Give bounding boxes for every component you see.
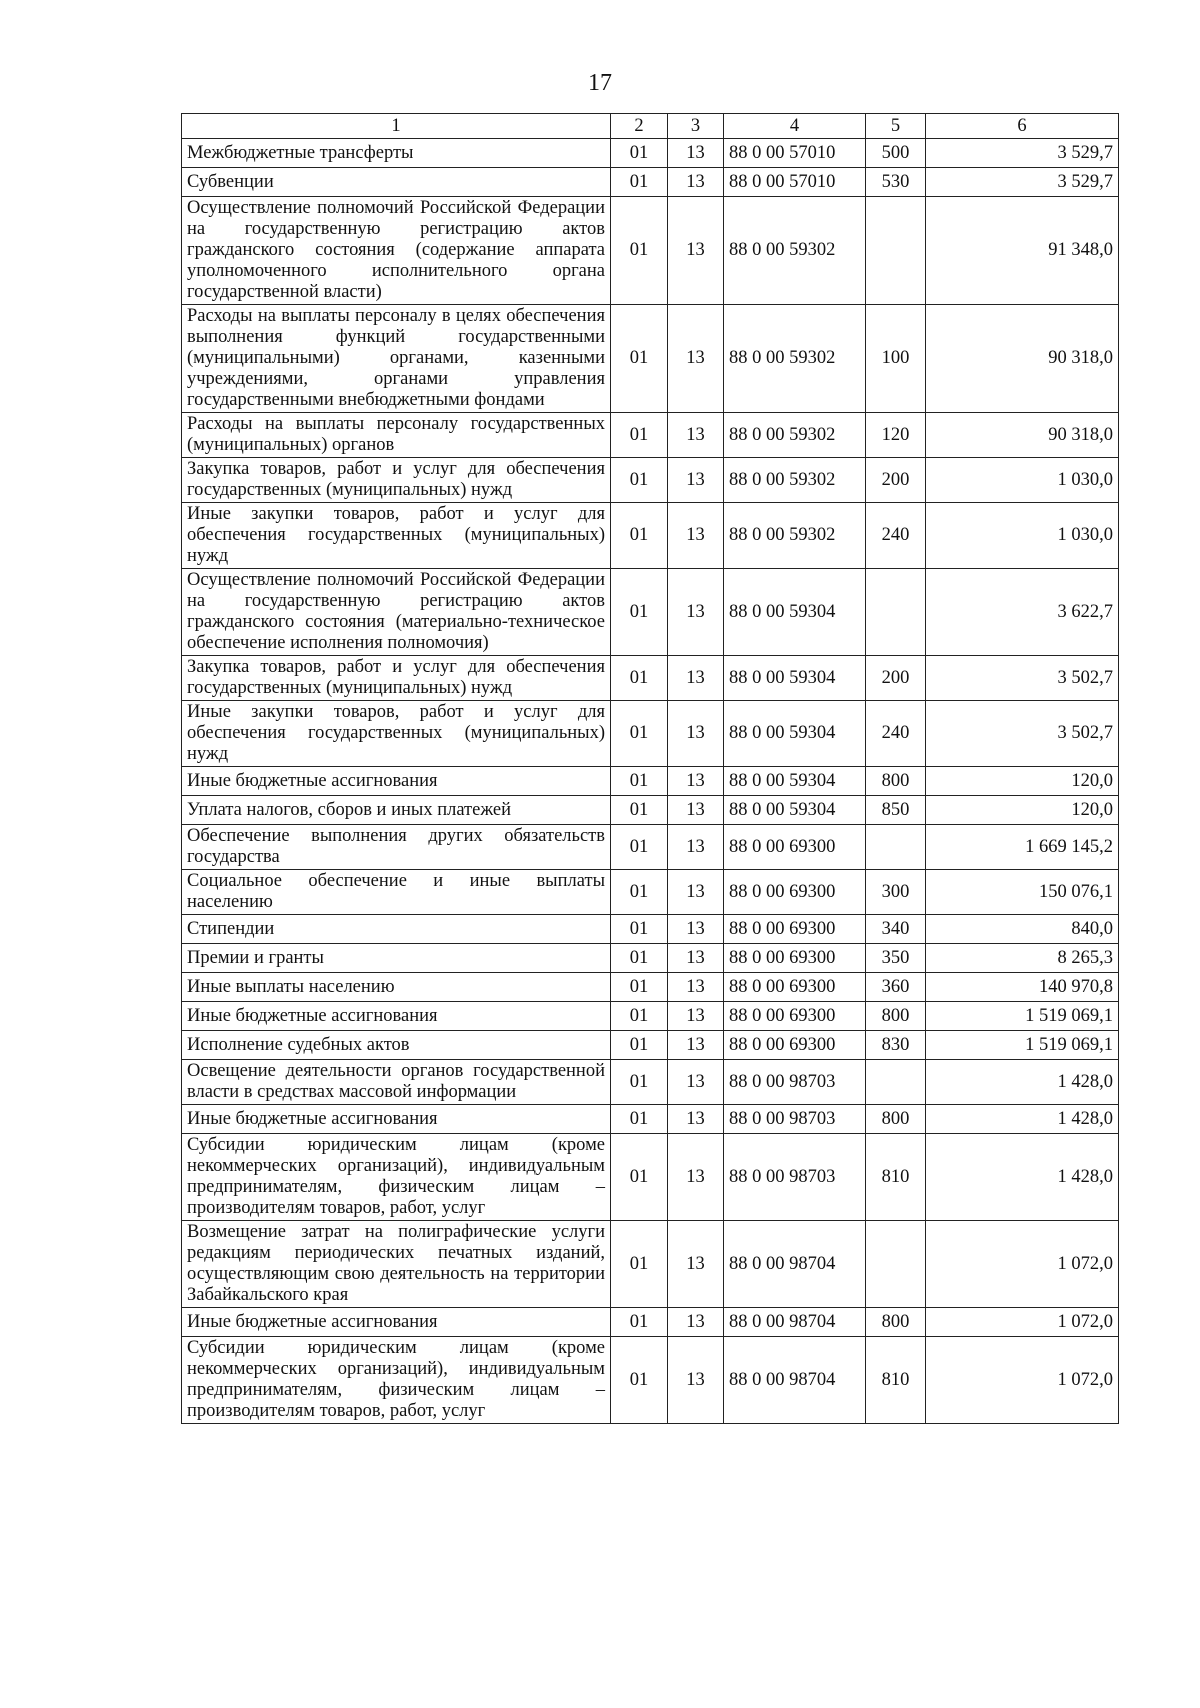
section-code: 01 — [611, 503, 668, 569]
subsection-code: 13 — [668, 1060, 724, 1105]
table-row — [182, 413, 1119, 458]
expense-type-code: 200 — [866, 458, 926, 503]
target-article-code: 88 0 00 98704 — [724, 1337, 866, 1424]
row-name: Иные бюджетные ассигнования — [182, 1308, 611, 1337]
section-code: 01 — [611, 569, 668, 656]
table-row — [182, 569, 1119, 656]
amount: 120,0 — [926, 767, 1119, 796]
expense-type-code: 200 — [866, 656, 926, 701]
table-row — [182, 870, 1119, 915]
expense-type-code — [866, 197, 926, 305]
amount: 1 428,0 — [926, 1060, 1119, 1105]
row-name: Иные бюджетные ассигнования — [182, 1105, 611, 1134]
expense-type-code — [866, 1060, 926, 1105]
subsection-code: 13 — [668, 1337, 724, 1424]
row-name: Субсидии юридическим лицам (кроме некоммерческих организаций), индивидуальным предпринимателям, физическим лицам – производителям товаров, работ, услуг — [182, 1134, 611, 1221]
expense-type-code: 360 — [866, 973, 926, 1002]
header-cell: 6 — [926, 114, 1119, 139]
target-article-code: 88 0 00 69300 — [724, 1002, 866, 1031]
subsection-code: 13 — [668, 1031, 724, 1060]
expense-type-code: 800 — [866, 1105, 926, 1134]
amount: 1 669 145,2 — [926, 825, 1119, 870]
amount: 1 072,0 — [926, 1221, 1119, 1308]
budget-table — [181, 113, 1119, 1424]
header-row — [182, 114, 1119, 139]
table-row — [182, 915, 1119, 944]
section-code: 01 — [611, 1060, 668, 1105]
section-code: 01 — [611, 1105, 668, 1134]
row-name: Расходы на выплаты персоналу государственных (муниципальных) органов — [182, 413, 611, 458]
table-row — [182, 305, 1119, 413]
row-name: Обеспечение выполнения других обязательств государства — [182, 825, 611, 870]
expense-type-code: 850 — [866, 796, 926, 825]
section-code: 01 — [611, 944, 668, 973]
section-code: 01 — [611, 168, 668, 197]
amount: 1 030,0 — [926, 503, 1119, 569]
amount: 3 529,7 — [926, 168, 1119, 197]
table-row — [182, 656, 1119, 701]
section-code: 01 — [611, 305, 668, 413]
header-cell: 5 — [866, 114, 926, 139]
amount: 1 428,0 — [926, 1105, 1119, 1134]
subsection-code: 13 — [668, 796, 724, 825]
row-name: Социальное обеспечение и иные выплаты населению — [182, 870, 611, 915]
table-row — [182, 973, 1119, 1002]
row-name: Премии и гранты — [182, 944, 611, 973]
target-article-code: 88 0 00 57010 — [724, 139, 866, 168]
expense-type-code: 240 — [866, 503, 926, 569]
section-code: 01 — [611, 1308, 668, 1337]
table-row — [182, 1221, 1119, 1308]
header-cell: 3 — [668, 114, 724, 139]
row-name: Иные закупки товаров, работ и услуг для обеспечения государственных (муниципальных) нужд — [182, 503, 611, 569]
table-row — [182, 1002, 1119, 1031]
target-article-code: 88 0 00 59302 — [724, 458, 866, 503]
section-code: 01 — [611, 796, 668, 825]
amount: 140 970,8 — [926, 973, 1119, 1002]
amount: 150 076,1 — [926, 870, 1119, 915]
subsection-code: 13 — [668, 973, 724, 1002]
expense-type-code: 800 — [866, 1308, 926, 1337]
target-article-code: 88 0 00 57010 — [724, 168, 866, 197]
subsection-code: 13 — [668, 458, 724, 503]
expense-type-code: 830 — [866, 1031, 926, 1060]
header-cell: 1 — [182, 114, 611, 139]
target-article-code: 88 0 00 59304 — [724, 569, 866, 656]
expense-type-code: 100 — [866, 305, 926, 413]
row-name: Возмещение затрат на полиграфические услуги редакциям периодических печатных изданий, осуществляющим свою деятельность на территории Забайкальского края — [182, 1221, 611, 1308]
subsection-code: 13 — [668, 656, 724, 701]
target-article-code: 88 0 00 69300 — [724, 973, 866, 1002]
section-code: 01 — [611, 1031, 668, 1060]
section-code: 01 — [611, 197, 668, 305]
header-cell: 4 — [724, 114, 866, 139]
section-code: 01 — [611, 413, 668, 458]
target-article-code: 88 0 00 69300 — [724, 825, 866, 870]
section-code: 01 — [611, 139, 668, 168]
subsection-code: 13 — [668, 944, 724, 973]
target-article-code: 88 0 00 59302 — [724, 503, 866, 569]
expense-type-code: 500 — [866, 139, 926, 168]
target-article-code: 88 0 00 98704 — [724, 1221, 866, 1308]
section-code: 01 — [611, 825, 668, 870]
row-name: Расходы на выплаты персоналу в целях обеспечения выполнения функций государственными (муниципальными) органами, казенными учреждениями, органами управления государственными внебюджетными фондами — [182, 305, 611, 413]
row-name: Стипендии — [182, 915, 611, 944]
table-row — [182, 197, 1119, 305]
expense-type-code: 240 — [866, 701, 926, 767]
table-row — [182, 1337, 1119, 1424]
subsection-code: 13 — [668, 915, 724, 944]
amount: 3 502,7 — [926, 701, 1119, 767]
page-number: 17 — [588, 70, 612, 96]
target-article-code: 88 0 00 98704 — [724, 1308, 866, 1337]
row-name: Иные выплаты населению — [182, 973, 611, 1002]
expense-type-code: 800 — [866, 1002, 926, 1031]
table-row — [182, 796, 1119, 825]
subsection-code: 13 — [668, 503, 724, 569]
table-row — [182, 1308, 1119, 1337]
subsection-code: 13 — [668, 767, 724, 796]
table-row — [182, 1134, 1119, 1221]
amount: 840,0 — [926, 915, 1119, 944]
table-row — [182, 503, 1119, 569]
expense-type-code: 810 — [866, 1134, 926, 1221]
table-row — [182, 1105, 1119, 1134]
subsection-code: 13 — [668, 1134, 724, 1221]
amount: 1 072,0 — [926, 1337, 1119, 1424]
expense-type-code: 530 — [866, 168, 926, 197]
amount: 3 622,7 — [926, 569, 1119, 656]
target-article-code: 88 0 00 59304 — [724, 767, 866, 796]
amount: 3 529,7 — [926, 139, 1119, 168]
section-code: 01 — [611, 458, 668, 503]
row-name: Уплата налогов, сборов и иных платежей — [182, 796, 611, 825]
section-code: 01 — [611, 973, 668, 1002]
target-article-code: 88 0 00 59304 — [724, 701, 866, 767]
expense-type-code — [866, 825, 926, 870]
row-name: Иные бюджетные ассигнования — [182, 1002, 611, 1031]
amount: 120,0 — [926, 796, 1119, 825]
subsection-code: 13 — [668, 413, 724, 458]
subsection-code: 13 — [668, 569, 724, 656]
section-code: 01 — [611, 870, 668, 915]
amount: 1 519 069,1 — [926, 1002, 1119, 1031]
section-code: 01 — [611, 701, 668, 767]
expense-type-code: 800 — [866, 767, 926, 796]
section-code: 01 — [611, 1134, 668, 1221]
row-name: Субвенции — [182, 168, 611, 197]
row-name: Осуществление полномочий Российской Федерации на государственную регистрацию актов гражданского состояния (содержание аппарата уполномоченного исполнительного органа государственной власти) — [182, 197, 611, 305]
table-row — [182, 944, 1119, 973]
amount: 90 318,0 — [926, 413, 1119, 458]
amount: 8 265,3 — [926, 944, 1119, 973]
expense-type-code: 810 — [866, 1337, 926, 1424]
amount: 90 318,0 — [926, 305, 1119, 413]
row-name: Иные закупки товаров, работ и услуг для обеспечения государственных (муниципальных) нужд — [182, 701, 611, 767]
expense-type-code: 300 — [866, 870, 926, 915]
subsection-code: 13 — [668, 1221, 724, 1308]
row-name: Исполнение судебных актов — [182, 1031, 611, 1060]
amount: 1 072,0 — [926, 1308, 1119, 1337]
target-article-code: 88 0 00 59304 — [724, 796, 866, 825]
amount: 1 428,0 — [926, 1134, 1119, 1221]
expense-type-code — [866, 569, 926, 656]
table-row — [182, 701, 1119, 767]
subsection-code: 13 — [668, 168, 724, 197]
row-name: Субсидии юридическим лицам (кроме некоммерческих организаций), индивидуальным предпринимателям, физическим лицам – производителям товаров, работ, услуг — [182, 1337, 611, 1424]
target-article-code: 88 0 00 69300 — [724, 1031, 866, 1060]
amount: 3 502,7 — [926, 656, 1119, 701]
target-article-code: 88 0 00 69300 — [724, 944, 866, 973]
expense-type-code — [866, 1221, 926, 1308]
table-row — [182, 168, 1119, 197]
amount: 1 030,0 — [926, 458, 1119, 503]
table-row — [182, 458, 1119, 503]
subsection-code: 13 — [668, 1105, 724, 1134]
row-name: Закупка товаров, работ и услуг для обеспечения государственных (муниципальных) нужд — [182, 458, 611, 503]
section-code: 01 — [611, 1337, 668, 1424]
target-article-code: 88 0 00 59302 — [724, 305, 866, 413]
table-row — [182, 139, 1119, 168]
subsection-code: 13 — [668, 305, 724, 413]
section-code: 01 — [611, 767, 668, 796]
target-article-code: 88 0 00 59302 — [724, 413, 866, 458]
subsection-code: 13 — [668, 197, 724, 305]
section-code: 01 — [611, 1221, 668, 1308]
row-name: Межбюджетные трансферты — [182, 139, 611, 168]
target-article-code: 88 0 00 98703 — [724, 1105, 866, 1134]
section-code: 01 — [611, 656, 668, 701]
subsection-code: 13 — [668, 1002, 724, 1031]
target-article-code: 88 0 00 69300 — [724, 915, 866, 944]
subsection-code: 13 — [668, 870, 724, 915]
target-article-code: 88 0 00 59302 — [724, 197, 866, 305]
row-name: Иные бюджетные ассигнования — [182, 767, 611, 796]
row-name: Освещение деятельности органов государственной власти в средствах массовой информации — [182, 1060, 611, 1105]
header-cell: 2 — [611, 114, 668, 139]
row-name: Осуществление полномочий Российской Федерации на государственную регистрацию актов гражданского состояния (материально-техническое обеспечение исполнения полномочия) — [182, 569, 611, 656]
target-article-code: 88 0 00 59304 — [724, 656, 866, 701]
row-name: Закупка товаров, работ и услуг для обеспечения государственных (муниципальных) нужд — [182, 656, 611, 701]
table-row — [182, 1060, 1119, 1105]
amount: 1 519 069,1 — [926, 1031, 1119, 1060]
table-row — [182, 1031, 1119, 1060]
section-code: 01 — [611, 1002, 668, 1031]
subsection-code: 13 — [668, 701, 724, 767]
expense-type-code: 120 — [866, 413, 926, 458]
subsection-code: 13 — [668, 825, 724, 870]
amount: 91 348,0 — [926, 197, 1119, 305]
target-article-code: 88 0 00 98703 — [724, 1060, 866, 1105]
table-row — [182, 825, 1119, 870]
table-row — [182, 767, 1119, 796]
expense-type-code: 340 — [866, 915, 926, 944]
target-article-code: 88 0 00 69300 — [724, 870, 866, 915]
expense-type-code: 350 — [866, 944, 926, 973]
subsection-code: 13 — [668, 139, 724, 168]
subsection-code: 13 — [668, 1308, 724, 1337]
section-code: 01 — [611, 915, 668, 944]
target-article-code: 88 0 00 98703 — [724, 1134, 866, 1221]
